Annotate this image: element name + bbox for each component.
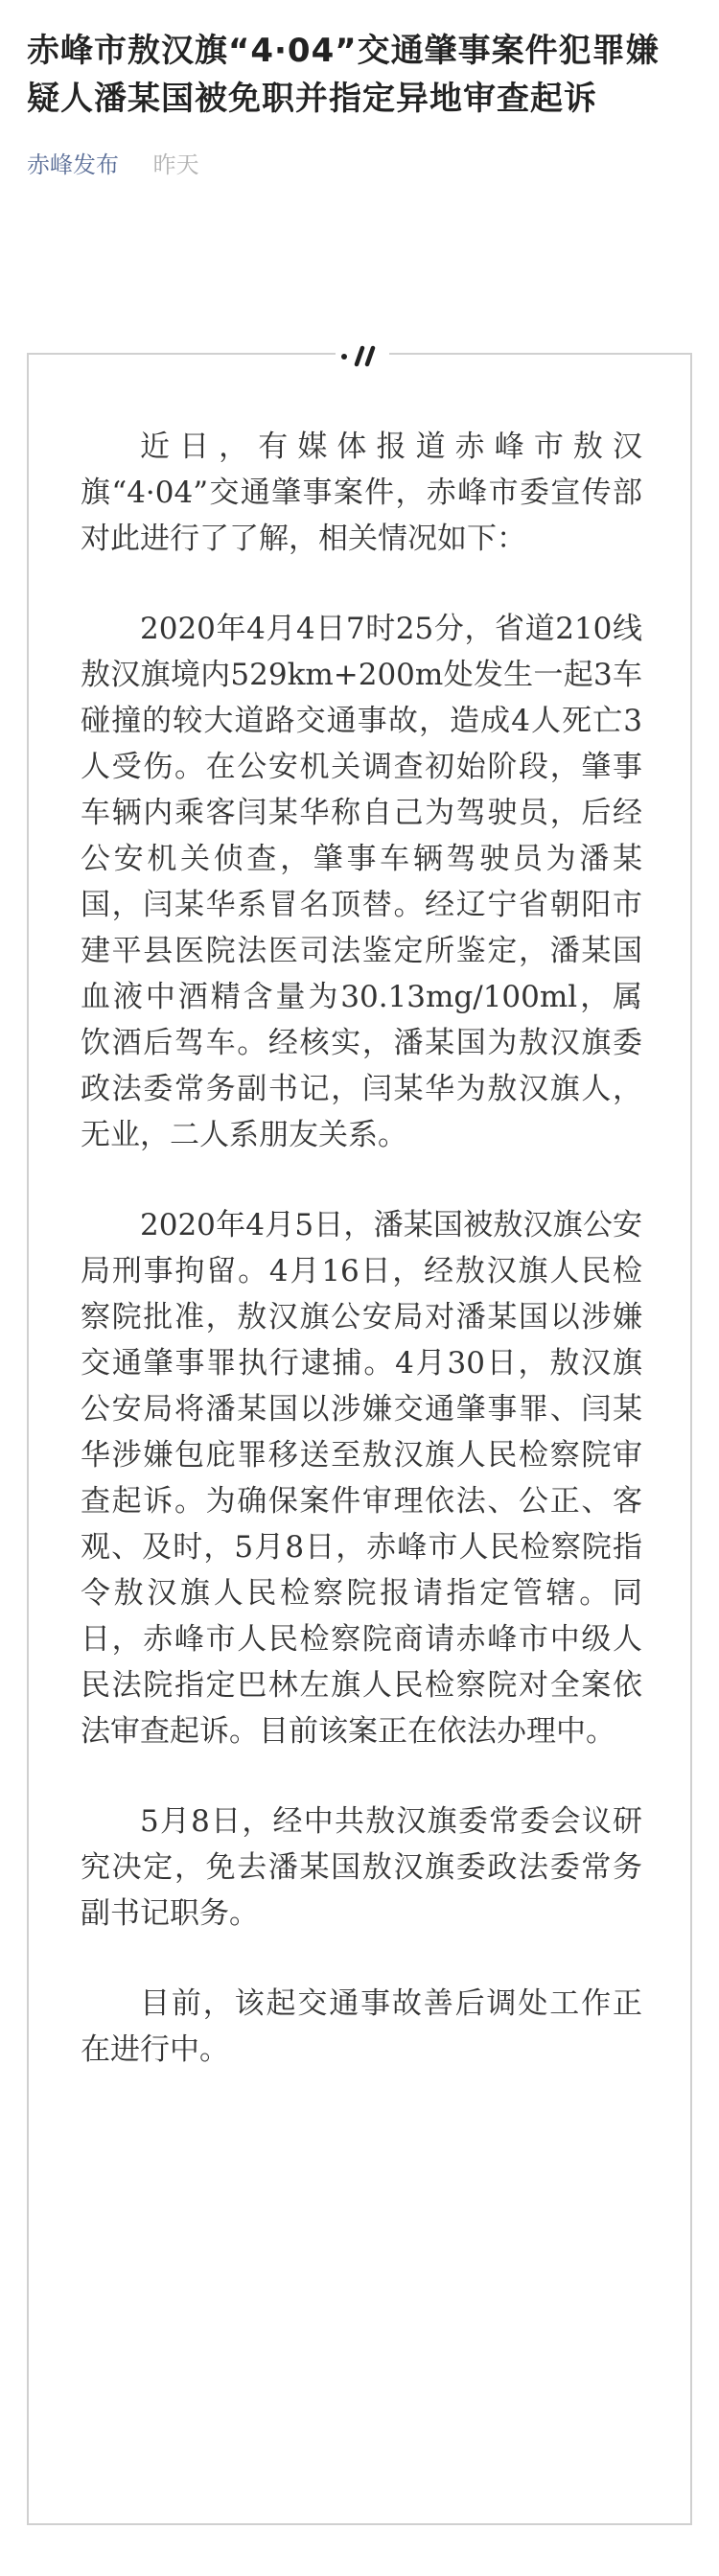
article-header xyxy=(27,27,692,179)
account-link[interactable]: 赤峰发布 xyxy=(27,151,119,178)
quote-mark-icon xyxy=(336,340,389,369)
paragraph: 5月8日，经中共敖汉旗委常委会议研究决定，免去潘某国敖汉旗委政法委常务副书记职务。 xyxy=(81,1804,642,1931)
paragraph: 目前，该起交通事故善后调处工作正在进行中。 xyxy=(81,1986,642,2067)
paragraph: 2020年4月4日7时25分，省道210线敖汉旗境内529km+200m处发生一起3车碰撞的较大道路交通事故，造成4人死亡3人受伤。在公安机关调查初始阶段，肇事车辆内乘客闫某华称自己为驾驶员，后经公安机关侦查，肇事车辆驾驶员为潘某国，闫某华系冒名顶替。经辽宁省朝阳市建平县医院法医司法鉴定所鉴定，潘某国血液中酒精含量为30.13mg/100ml，属饮酒后驾车。经核实，潘某国为敖汉旗委政法委常务副书记，闫某华为敖汉旗人，无业，二人系朋友关系。 xyxy=(81,612,642,1152)
paragraph: 近日，有媒体报道赤峰市敖汉旗“4·04”交通肇事案件，赤峰市委宣传部对此进行了了解，相关情况如下： xyxy=(81,429,642,556)
paragraph: 2020年4月5日，潘某国被敖汉旗公安局刑事拘留。4月16日，经敖汉旗人民检察院批准，敖汉旗公安局对潘某国以涉嫌交通肇事罪执行逮捕。4月30日，敖汉旗公安局将潘某国以涉嫌交通肇事罪、闫某华涉嫌包庇罪移送至敖汉旗人民检察院审查起诉。为确保案件审理依法、公正、客观、及时，5月8日，赤峰市人民检察院指令敖汉旗人民检察院报请指定管辖。同日，赤峰市人民检察院商请赤峰市中级人民法院指定巴林左旗人民检察院对全案依法审查起诉。目前该案正在依法办理中。 xyxy=(81,1208,642,1749)
article-body-card xyxy=(27,353,692,2525)
article-meta xyxy=(27,146,692,179)
article-title: 赤峰市敖汉旗“4·04”交通肇事案件犯罪嫌疑人潘某国被免职并指定异地审查起诉 xyxy=(27,32,660,118)
publish-date: 昨天 xyxy=(152,151,199,178)
article-body xyxy=(81,424,642,2073)
